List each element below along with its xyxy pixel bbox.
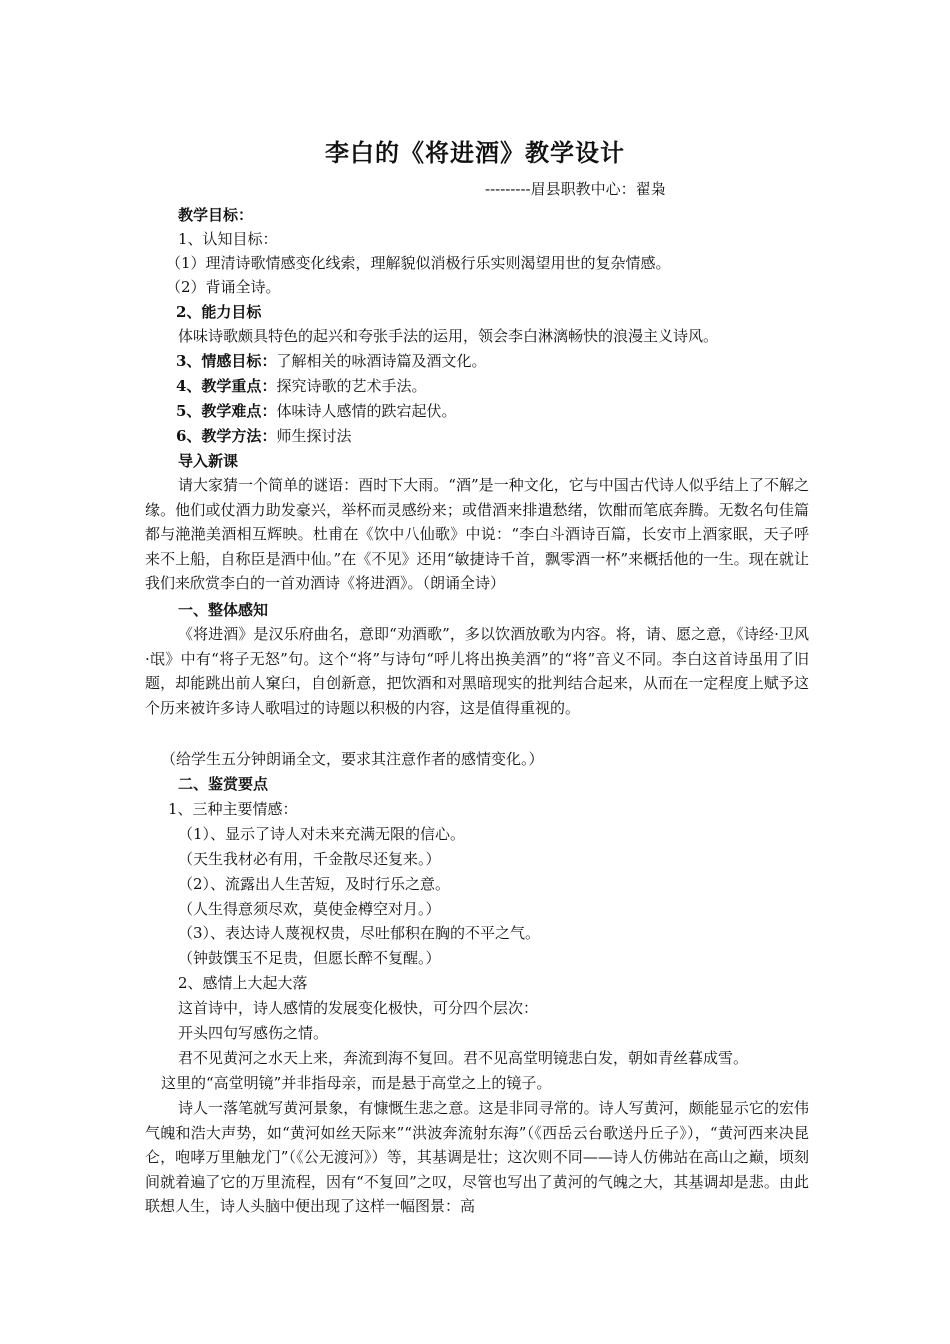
ups-downs-subheading: 2、感情上大起大落	[178, 974, 308, 992]
intro-heading: 导入新课	[178, 452, 239, 470]
emotion-item-3: （3）、表达诗人蔑视权贵，尽吐郁积在胸的不平之气。	[178, 924, 541, 942]
method-text: 师生探讨法	[276, 427, 352, 445]
method-label: 6、教学方法：	[176, 427, 277, 445]
difficulty-label: 5、教学难点：	[176, 402, 277, 420]
emotion-goals-text: 了解相关的咏酒诗篇及酒文化。	[276, 352, 487, 370]
emotion-item-2: （2）、流露出人生苦短，及时行乐之意。	[178, 875, 451, 893]
emotion-goals-line	[176, 349, 486, 373]
section1-heading: 一、整体感知	[178, 601, 269, 619]
opening-lines-note: 开头四句写感伤之情。	[178, 1024, 329, 1042]
emotion-goals-label: 3、情感目标：	[176, 352, 277, 370]
emotion-item-1: （1）、显示了诗人对未来充满无限的信心。	[178, 825, 466, 843]
cognitive-goal-1: （1）理清诗歌情感变化线索，理解貌似消极行乐实则渴望用世的复杂情感。	[166, 254, 671, 272]
section2-heading: 二、鉴赏要点	[178, 775, 269, 793]
four-levels-line: 这首诗中，诗人感情的发展变化极快，可分四个层次：	[178, 999, 539, 1017]
goals-heading: 教学目标：	[178, 206, 254, 224]
key-point-text: 探究诗歌的艺术手法。	[276, 377, 427, 395]
key-point-line	[176, 374, 426, 398]
ability-goals-heading: 2、能力目标	[176, 303, 262, 321]
difficulty-text: 体味诗人感情的跌宕起伏。	[276, 402, 457, 420]
poem-quote-lines: 君不见黄河之水天上来，奔流到海不复回。君不见高堂明镜悲白发，朝如青丝暮成雪。	[178, 1049, 749, 1067]
document-title: 李白的《将进酒》教学设计	[325, 138, 625, 167]
emotion-quote-1: （天生我材必有用，千金散尽还复来。）	[178, 850, 441, 868]
ability-goals-text: 体味诗歌颇具特色的起兴和夸张手法的运用，领会李白淋漓畅快的浪漫主义诗风。	[178, 327, 719, 345]
emotions-subheading: 1、三种主要情感：	[168, 800, 298, 818]
method-line	[176, 424, 351, 448]
emotion-quote-3: （钟鼓馔玉不足贵，但愿长醉不复醒。）	[178, 949, 441, 967]
key-point-label: 4、教学重点：	[176, 377, 277, 395]
emotion-quote-2: （人生得意须尽欢，莫使金樽空对月。）	[178, 900, 441, 918]
author-line: ---------眉县职教中心：翟枭	[485, 180, 666, 198]
cognitive-goal-2: （2）背诵全诗。	[166, 278, 281, 296]
cognitive-goals-heading: 1、认知目标：	[178, 230, 278, 248]
mirror-explanation: 这里的“高堂明镜”并非指母亲，而是悬于高堂之上的镜子。	[161, 1074, 552, 1092]
section1-note: （给学生五分钟朗诵全文，要求其注意作者的感情变化。）	[161, 750, 544, 768]
intro-paragraph: 请大家猜一个简单的谜语：酉时下大雨。“酒”是一种文化，它与中国古代诗人似乎结上了不解之缘。他们或仗酒力助发豪兴，举杯而灵感纷来；或借酒来排遣愁绪，饮酣而笔底奔腾。无数名句佳篇都与滟滟美酒相互辉映。杜甫在《饮中八仙歌》中说：“李白斗酒诗百篇，长安市上酒家眠，天子呼来不上船，自称臣是酒中仙。”在《不见》还用“敏捷诗千首，飘零酒一杯”来概括他的一生。现在就让我们来欣赏李白的一首劝酒诗《将进酒》。（朗诵全诗）	[145, 476, 809, 592]
section1-paragraph: 《将进酒》是汉乐府曲名，意即“劝酒歌”，多以饮酒放歌为内容。将，请、愿之意，《诗经·卫风·氓》中有“将子无怒”句。这个“将”与诗句“呼儿将出换美酒”的“将”音义不同。李白这首诗虽用了旧题，却能跳出前人窠臼，自创新意，把饮酒和对黑暗现实的批判结合起来，从而在一定程度上赋予这个历来被许多诗人歌唱过的诗题以积极的内容，这是值得重视的。	[145, 625, 809, 717]
yellow-river-paragraph: 诗人一落笔就写黄河景象，有慷慨生悲之意。这是非同寻常的。诗人写黄河，颇能显示它的宏伟气魄和浩大声势，如“黄河如丝天际来”“洪波奔流射东海”（《西岳云台歌送丹丘子》），“黄河西来决昆仑，咆哮万里触龙门”（《公无渡河》）等，其基调是壮；这次则不同——诗人仿佛站在高山之巅，顷刻间就着遍了它的万里流程，因有“不复回”之叹，尽管也写出了黄河的气魄之大，其基调却是悲。由此联想人生，诗人头脑中便出现了这样一幅图景：高	[145, 1099, 809, 1215]
difficulty-line	[176, 399, 456, 423]
